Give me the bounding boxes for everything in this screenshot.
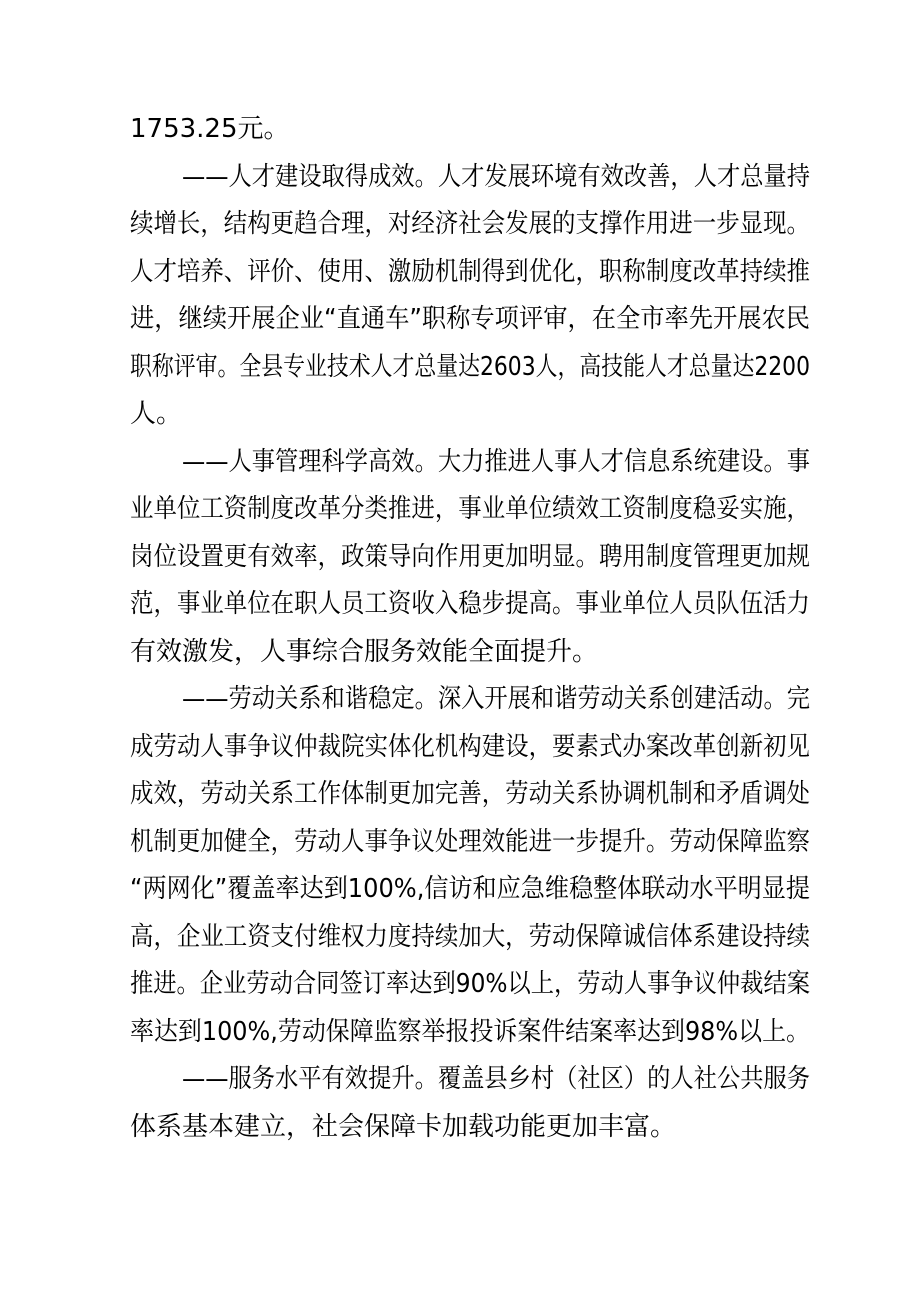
text-line: 业单位工资制度改革分类推进，事业单位绩效工资制度稳妥实施， bbox=[130, 494, 810, 524]
paragraph-first-line: ——人才建设取得成效。人才发展环境有效改善，人才总量持 bbox=[182, 162, 810, 192]
text-line: 高，企业工资支付维权力度持续加大，劳动保障诚信体系建设持续 bbox=[130, 922, 810, 952]
text-line: 人。 bbox=[130, 399, 183, 429]
text-line: 机制更加健全，劳动人事争议处理效能进一步提升。劳动保障监察 bbox=[130, 827, 810, 857]
text-line: 有效激发，人事综合服务效能全面提升。 bbox=[130, 637, 599, 667]
text-line: 体系基本建立，社会保障卡加载功能更加丰富。 bbox=[130, 1112, 677, 1142]
paragraph-first-line: ——人事管理科学高效。大力推进人事人才信息系统建设。事 bbox=[182, 447, 810, 477]
paragraph-first-line: ——劳动关系和谐稳定。深入开展和谐劳动关系创建活动。完 bbox=[182, 684, 810, 714]
paragraph-first-line: ——服务水平有效提升。覆盖县乡村（社区）的人社公共服务 bbox=[182, 1064, 810, 1094]
text-line: 成效，劳动关系工作体制更加完善，劳动关系协调机制和矛盾调处 bbox=[130, 779, 810, 809]
text-line: 率达到100%,劳动保障监察举报投诉案件结案率达到98%以上。 bbox=[130, 1017, 810, 1047]
text-line: 人才培养、评价、使用、激励机制得到优化，职称制度改革持续推 bbox=[130, 257, 810, 287]
text-line: 职称评审。全县专业技术人才总量达2603人，高技能人才总量达2200 bbox=[130, 352, 810, 382]
text-line: 推进。企业劳动合同签订率达到90%以上，劳动人事争议仲裁结案 bbox=[130, 969, 810, 999]
text-line: 范，事业单位在职人员工资收入稳步提高。事业单位人员队伍活力 bbox=[130, 589, 810, 619]
text-line: 成劳动人事争议仲裁院实体化机构建设，要素式办案改革创新初见 bbox=[130, 732, 810, 762]
text-line: 1753.25元。 bbox=[130, 114, 290, 144]
text-line: 岗位设置更有效率，政策导向作用更加明显。聘用制度管理更加规 bbox=[130, 542, 810, 572]
text-line: “两网化”覆盖率达到100%,信访和应急维稳整体联动水平明显提 bbox=[130, 874, 810, 904]
text-line: 进，继续开展企业“直通车”职称专项评审，在全市率先开展农民 bbox=[130, 304, 810, 334]
text-line: 续增长，结构更趋合理，对经济社会发展的支撑作用进一步显现。 bbox=[130, 209, 810, 239]
